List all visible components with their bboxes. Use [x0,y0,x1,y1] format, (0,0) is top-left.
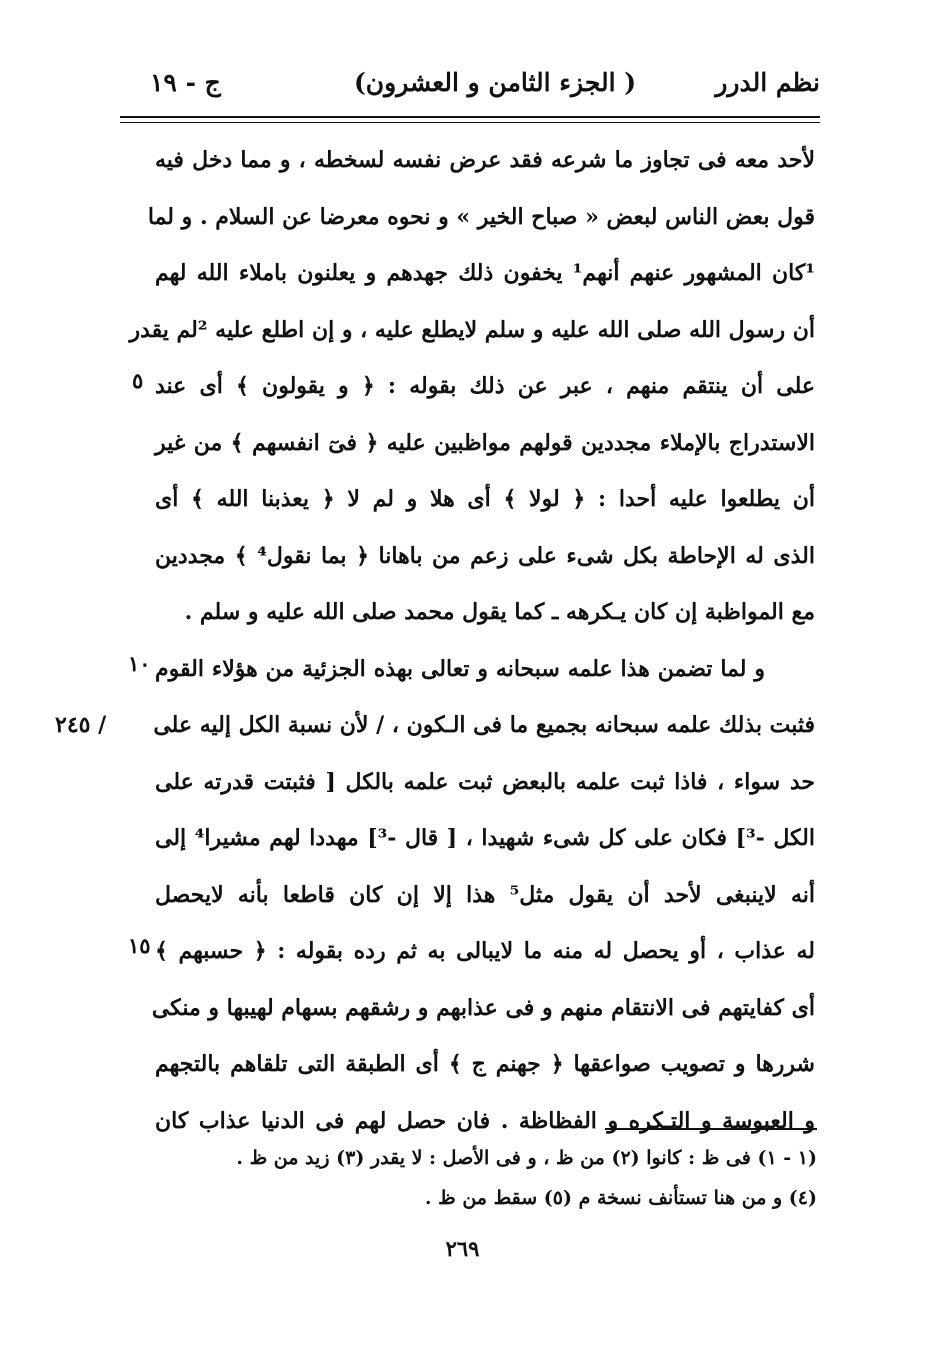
footnote-line: (٤) و من هنا تستأنف نسخة م (٥) سقط من ظ . [424,1187,817,1209]
header-rule-thin [120,122,820,123]
original-page-reference: / ٢٤٥ [55,712,107,738]
text-line: مع المواظبة إن كان يـكرهه ـ كما يقول محمد صلى الله عليه و سلم . [184,599,815,625]
text-line: فثبت بذلك علمه سبحانه بجميع ما فى الـكون ، / لأن نسبة الكل إليه على [153,712,815,738]
header-rule [120,116,820,118]
line-number-5: ٥ [132,368,144,393]
text-line: قول بعض الناس لبعض « صباح الخير » و نحوه معرضا عن السلام . و لما [147,203,815,230]
text-line: أنه لاينبغى لأحد أن يقول مثل⁵ هذا إلا إن كان قاطعا بأنه لايحصل [155,881,815,908]
line-number-10: ١٠ [128,651,151,676]
text-line: ¹كان المشهور عنهم أنهم¹ يخفون ذلك جهدهم و يعلنون باملاء الله لهم [155,260,815,286]
part-title: ( الجزء الثامن و العشرون) [353,68,637,97]
footnotes [160,1138,817,1218]
text-line: لأحد معه فى تجاوز ما شرعه فقد عرض نفسه لسخطه ، و مما دخل فيه [155,147,815,173]
text-line: الذى له الإحاطة بكل شىء على زعم من باهانا ﴿ بما نقول⁴ ﴾ مجددين [155,542,815,569]
text-line: و لما تضمن هذا علمه سبحانه و تعالى بهذه الجزئية من هؤلاء القوم [155,655,765,682]
text-line: الاستدراج بالإملاء مجددين قولهم مواظبين عليه ﴿ فىٓ انفسهم ﴾ من غير [155,429,815,456]
footnote-line: (١ - ١) فى ظ : كانوا (٢) من ظ ، و فى الأصل : لا يقدر (٣) زيد من ظ . [236,1147,817,1169]
text-line: أن يطلعوا عليه أحدا : ﴿ لولا ﴾ أى هلا و لم لا ﴿ يعذبنا الله ﴾ أى [155,486,815,512]
text-line: حد سواء ، فاذا ثبت علمه بالبعض ثبت علمه بالكل [ فثبتت قدرته على [155,768,815,795]
text-line: أن رسول الله صلى الله عليه و سلم لايطلع عليه ، و إن اطلع عليه ²لم يقدر [129,316,815,343]
footnote-rule [605,1128,817,1130]
text-line: على أن ينتقم منهم ، عبر عن ذلك بقوله : ﴿ و يقولون ﴾ أى عند [155,373,816,399]
text-line: له عذاب ، أو يحصل له منه ما لايبالى به ثم رده بقوله : ﴿ حسبهم ﴾ [155,938,815,964]
book-title: نظم الدرر [715,68,820,97]
running-header [130,62,820,112]
text-line: أى كفايتهم فى الانتقام منهم و فى عذابهم و رشقهم بسهام لهيبها و منكى [151,994,815,1021]
text-line: شررها و تصويب صواعقها ﴿ جهنم ج ﴾ أى الطبقة التى تلقاهم بالتجهم [155,1051,815,1077]
page-number: ٢٦٩ [445,1236,480,1261]
text-line: و العبوسة و التـكره و الفظاظة . فان حصل لهم فى الدنيا عذاب كان [155,1107,815,1134]
line-number-15: ١٥ [128,933,151,958]
part-reference: ج - ١٩ [150,68,221,97]
text-line: الكل -³] فكان على كل شىء شهيدا ، [ قال -³] مهددا لهم مشيرا⁴ إلى [155,825,815,851]
